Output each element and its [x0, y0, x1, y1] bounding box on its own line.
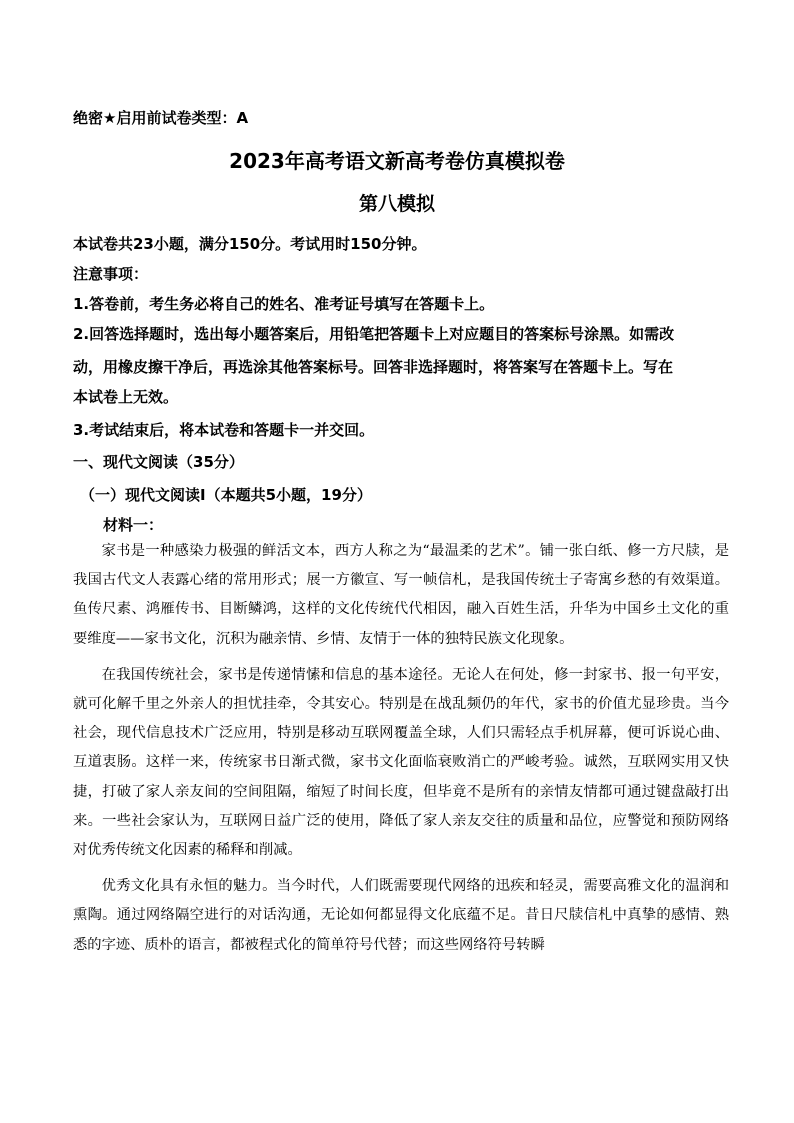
passage-paragraph: 在我国传统社会，家书是传递情愫和信息的基本途径。无论人在何处，修一封家书、报一句平安，就可化解千里之外亲人的担忧挂牵，令其安心。特别是在战乱频仍的年代，家书的价值尤显珍贵。当今社会，现代信息技术广泛应用，特别是移动互联网覆盖全球，人们只需轻点手机屏幕，便可诉说心曲、互道衷肠。这样一来，传统家书日渐式微，家书文化面临衰败消亡的严峻考验。诚然，互联网实用又快捷，打破了家人亲友间的空间阻隔，缩短了时间长度，但毕竟不是所有的亲情友情都可通过键盘敲打出来。一些社会家认为，互联网日益广泛的使用，降低了家人亲友交往的质量和品位，应警觉和预防网络对优秀传统文化因素的稀释和削减。 — [73, 666, 729, 859]
confidential-label: 绝密★启用前试卷类型：A — [73, 109, 249, 127]
section-heading: 一、现代文阅读（35分） — [73, 453, 244, 471]
note-item: 动，用橡皮擦干净后，再选涂其他答案标号。回答非选择题时，将答案写在答题卡上。写在 — [73, 358, 674, 376]
exam-title: 2023年高考语文新高考卷仿真模拟卷 — [229, 149, 565, 173]
notes-heading: 注意事项： — [73, 265, 149, 283]
note-item: 2.回答选择题时，选出每小题答案后，用铅笔把答题卡上对应题目的答案标号涂黑。如需改 — [73, 325, 675, 343]
note-item: 3.考试结束后，将本试卷和答题卡一并交回。 — [73, 421, 375, 439]
note-item: 本试卷上无效。 — [73, 388, 179, 406]
reading-passage — [73, 537, 729, 967]
passage-paragraph: 家书是一种感染力极强的鲜活文本，西方人称之为“最温柔的艺术”。铺一张白纸、修一方尺牍，是我国古代文人表露心绪的常用形式；展一方徽宣、写一帧信札，是我国传统士子寄寓乡愁的有效渠道。鱼传尺素、鸿雁传书、目断鳞鸿，这样的文化传统代代相因，融入百姓生活，升华为中国乡土文化的重要维度——家书文化，沉积为融亲情、乡情、友情于一体的独特民族文化现象。 — [73, 543, 729, 647]
subsection-heading: （一）现代文阅读Ⅰ（本题共5小题，19分） — [80, 486, 372, 504]
exam-subtitle: 第八模拟 — [358, 193, 435, 215]
note-item: 1.答卷前，考生务必将自己的姓名、准考证号填写在答题卡上。 — [73, 295, 495, 313]
passage-paragraph: 优秀文化具有永恒的魅力。当今时代，人们既需要现代网络的迅疾和轻灵，需要高雅文化的温润和熏陶。通过网络隔空进行的对话沟通，无论如何都显得文化底蕴不足。昔日尺牍信札中真挚的感情、熟悉的字迹、质朴的语言，都被程式化的简单符号代替；而这些网络符号转瞬 — [73, 878, 729, 953]
material-label: 材料一： — [103, 516, 164, 534]
exam-info: 本试卷共23小题，满分150分。考试用时150分钟。 — [73, 235, 427, 253]
